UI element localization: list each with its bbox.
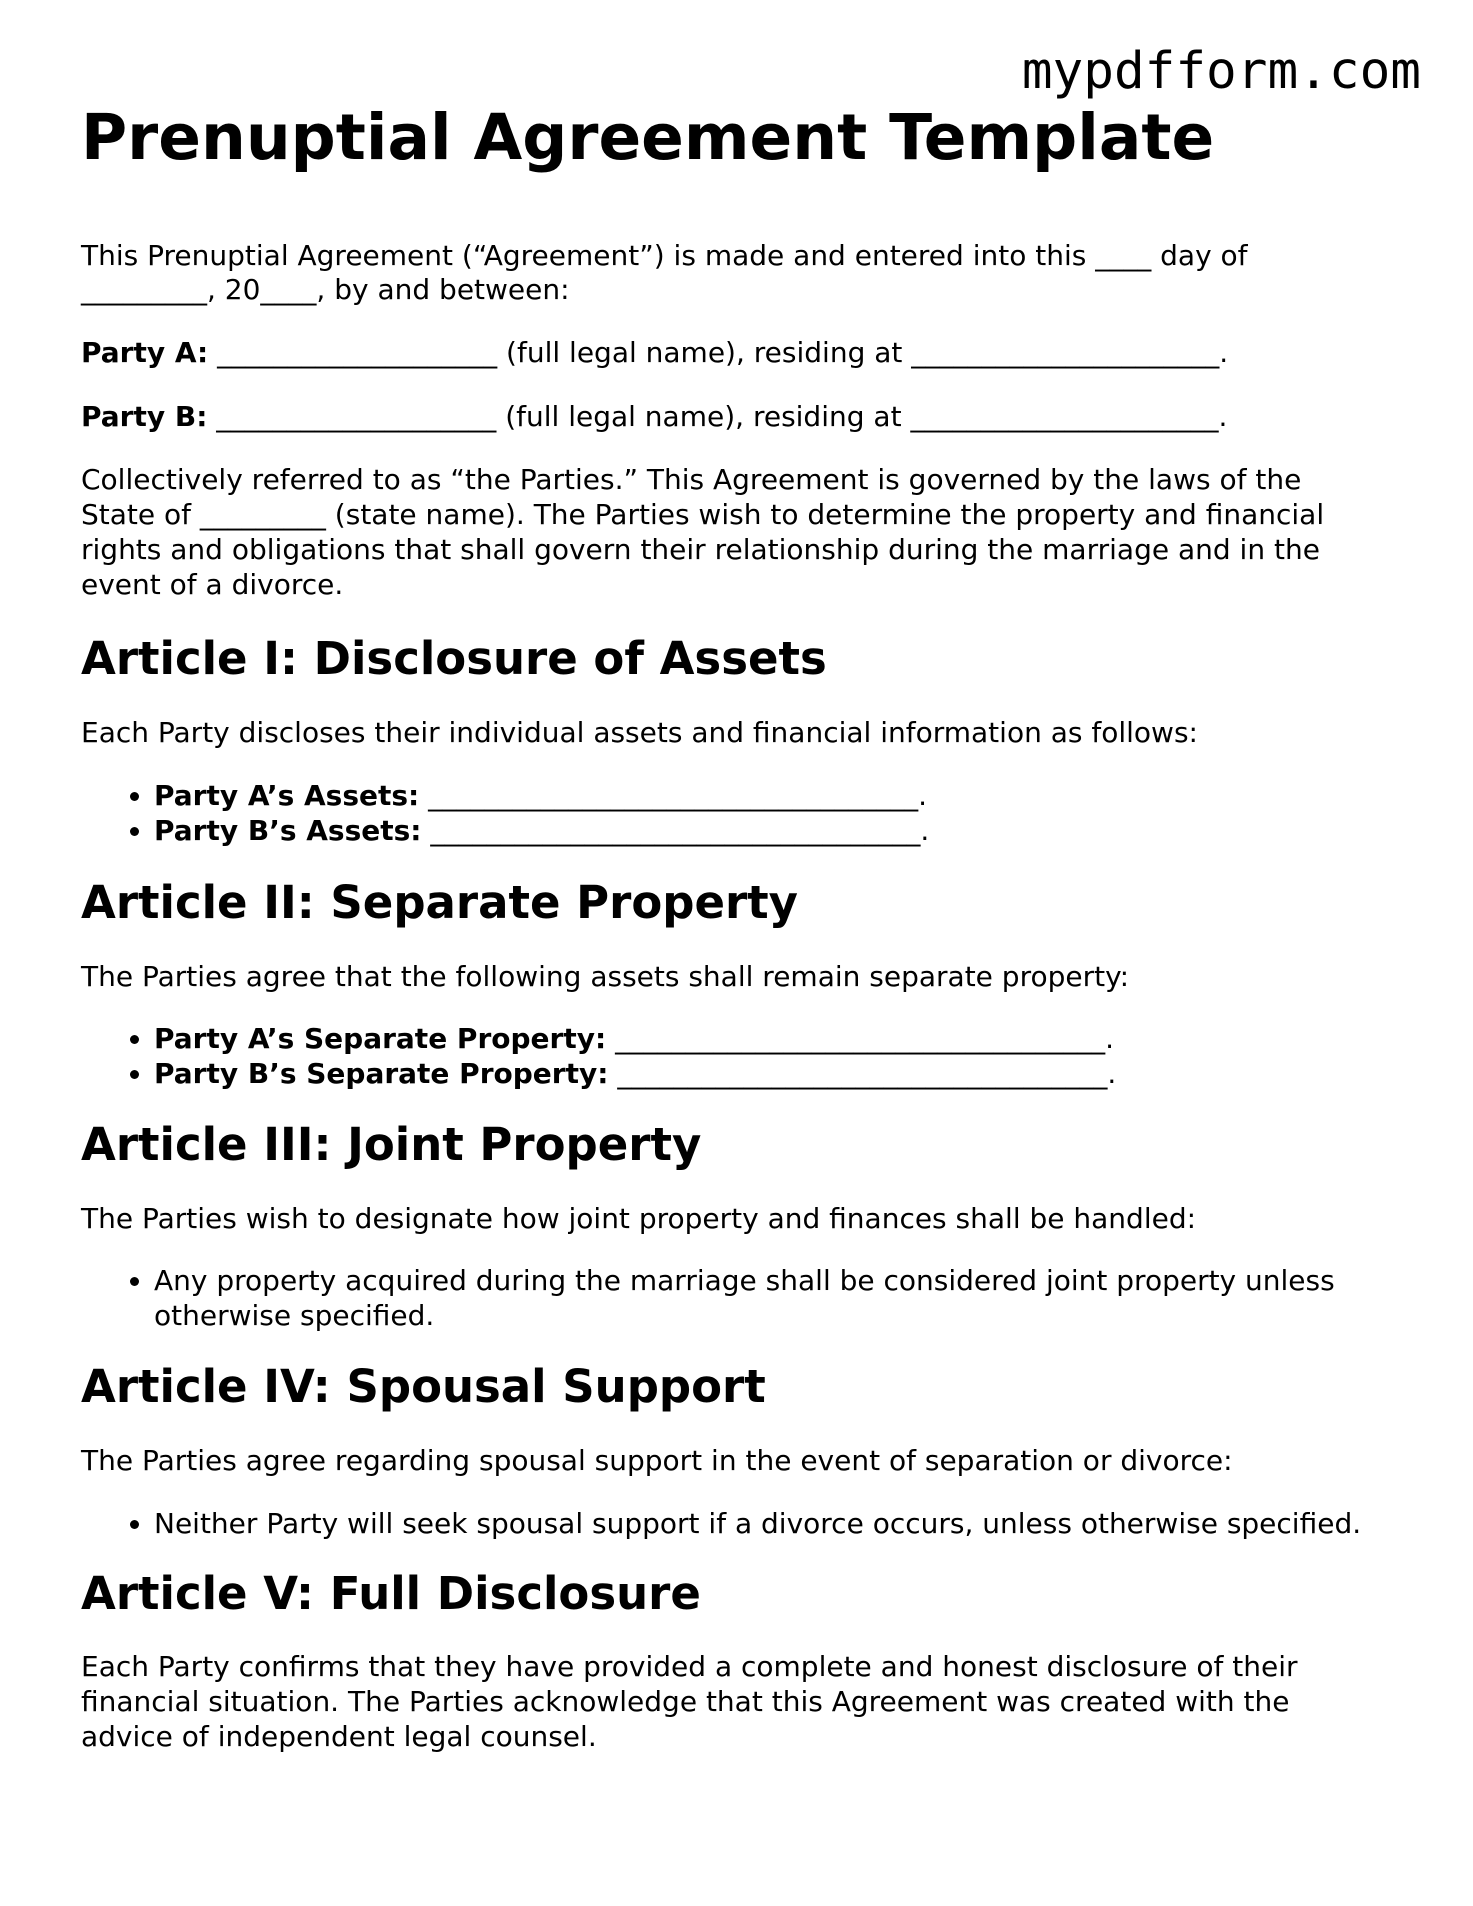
party-b-label: Party B: [81, 399, 208, 433]
intro-line: This Prenuptial Agreement (“Agreement”) is made and entered into this ____ day of [81, 238, 1248, 272]
list-item [154, 1057, 1411, 1092]
article-1-intro: Each Party discloses their individual assets and financial information as follows: [81, 716, 1198, 750]
list-item [154, 814, 1411, 849]
item-line: otherwise specified. [154, 1299, 435, 1333]
item-blank: ___________________________________. [421, 813, 930, 847]
item-label: Party B’s Separate Property: [154, 1056, 609, 1090]
intro-paragraph [81, 239, 1411, 308]
article-3-intro: The Parties wish to designate how joint property and finances shall be handled: [81, 1201, 1197, 1235]
article-2-intro: The Parties agree that the following assets shall remain separate property: [81, 959, 1130, 993]
item-blank: ___________________________________. [608, 1056, 1117, 1090]
list-item [154, 779, 1411, 814]
item-label: Party B’s Assets: [154, 813, 422, 847]
item-line: Any property acquired during the marriage shall be considered joint property unless [154, 1264, 1335, 1298]
article-1-heading: Article I: Disclosure of Assets [81, 632, 827, 686]
party-a-text: ____________________ (full legal name), residing at ______________________. [208, 336, 1229, 370]
collective-line: State of _________ (state name). The Parties wish to determine the property and financial [81, 498, 1325, 532]
item-blank: ___________________________________. [606, 1022, 1114, 1056]
collective-line: Collectively referred to as “the Parties.” This Agreement is governed by the laws of the [81, 463, 1302, 497]
list-item: • Neither Party will seek spousal support if a divorce occurs, unless otherwise specified. [154, 1507, 1411, 1542]
party-a-line [81, 336, 1411, 371]
article-4-intro: The Parties agree regarding spousal support in the event of separation or divorce: [81, 1443, 1233, 1477]
item-label: Party A’s Separate Property: [154, 1022, 607, 1056]
collective-line: event of a divorce. [81, 567, 344, 601]
paragraph-line: advice of independent legal counsel. [81, 1719, 597, 1753]
article-3-list [81, 1264, 1411, 1333]
paragraph-line: Each Party confirms that they have provided a complete and honest disclosure of their [81, 1650, 1298, 1684]
article-4-list [81, 1507, 1411, 1542]
list-item [154, 1022, 1411, 1057]
item-blank: ___________________________________. [419, 779, 928, 813]
paragraph-line: financial situation. The Parties acknowledge that this Agreement was created with the [81, 1684, 1290, 1718]
article-1-list [81, 779, 1411, 848]
list-item [154, 1264, 1411, 1333]
intro-line: _________, 20____, by and between: [81, 273, 570, 307]
party-a-label: Party A: [81, 336, 209, 370]
collective-line: rights and obligations that shall govern their relationship during the marriage and in the [81, 532, 1320, 566]
party-b-line [81, 400, 1411, 435]
page-title: Prenuptial Agreement Template [81, 101, 1215, 174]
article-2-heading: Article II: Separate Property [81, 875, 799, 929]
document-page [81, 100, 1411, 1754]
collective-paragraph [81, 463, 1411, 602]
party-b-text: ____________________ (full legal name), residing at ______________________. [207, 399, 1228, 433]
article-5-heading: Article V: Full Disclosure [81, 1567, 701, 1621]
item-label: Party A’s Assets: [154, 779, 420, 813]
watermark: mypdfform.com [1021, 42, 1421, 101]
article-4-heading: Article IV: Spousal Support [81, 1359, 766, 1413]
article-5-paragraph [81, 1650, 1411, 1754]
article-2-list [81, 1022, 1411, 1091]
article-3-heading: Article III: Joint Property [81, 1117, 702, 1171]
